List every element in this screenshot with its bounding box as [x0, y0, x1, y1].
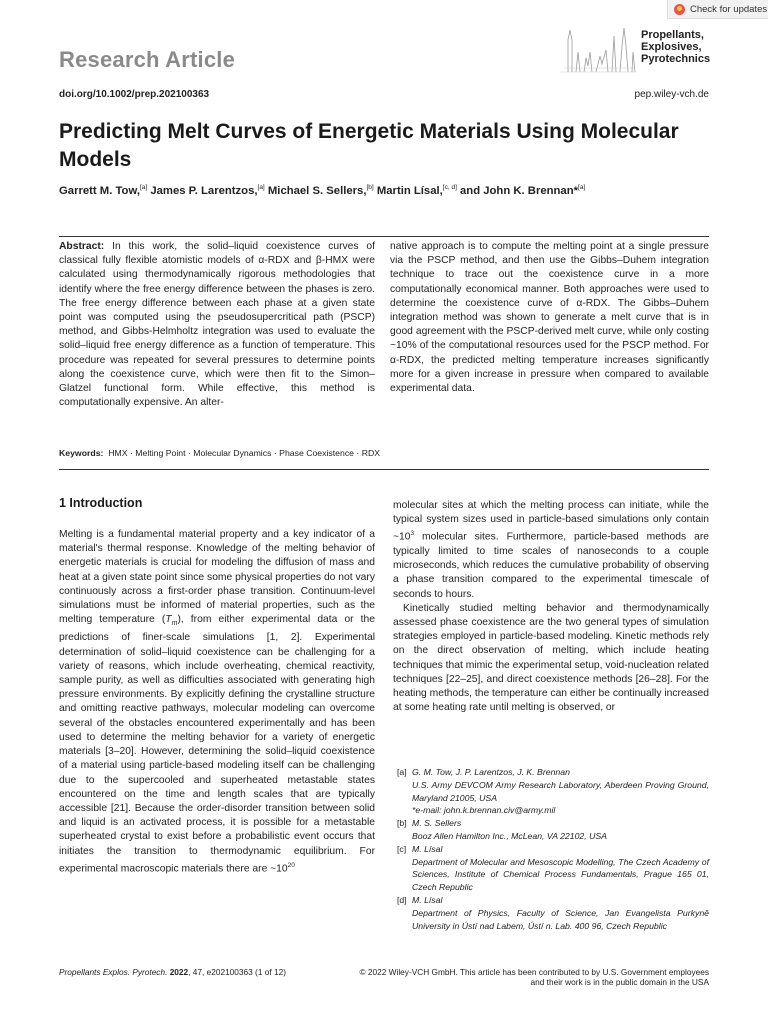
affiliation-line: M. Lísal — [412, 843, 443, 854]
affiliation-line: Booz Allen Hamilton Inc., McLean, VA 22102, USA — [412, 830, 607, 841]
abstract-text: In this work, the solid–liquid coexistence curves of classical fully flexible atomistic models of α-RDX and β-HMX were calculated using thermodynamically rigorous methodologies that identify where the free energy difference between the phases is zero. The free energy difference between each phase at a given state point was computed using the pseudosupercritical path (PSCP) method, and Gibbs-Helmholtz integration was used to evaluate the solid–liquid free energy difference as a function of temperature. This procedure was repeated for several pressures to determine points along the coexistence curve, which were then fit to the Simon–Glatzel functional form. While effective, this method is computationally expensive. An alter- — [59, 241, 375, 409]
check-for-updates-button[interactable] — [667, 0, 768, 19]
abstract-right-column — [390, 240, 709, 396]
affiliation-tag: [b] — [397, 818, 407, 829]
footer-year: 2022 — [169, 967, 189, 977]
body-paragraph: Kinetically studied melting behavior and thermodynamically assessed phase coexistence are the two general types of simulation strategies employed in particle-based modeling. Kinetic methods rely on the direct observation of melting, which include heating techniques that mimic the experimental setup, void-nucleation related techniques [22–25], and direct coexistence methods [26–28]. For the heating methods, the temperature can either be continually increased at some heating rate until melting is observed, or — [393, 602, 709, 714]
body-text: 20 — [287, 861, 295, 869]
affiliation-entry — [397, 894, 709, 932]
affiliation-entry — [397, 817, 709, 843]
journal-name-line: Propellants, — [641, 29, 704, 41]
section-heading: 1 Introduction — [59, 496, 143, 510]
footer-journal: Propellants Explos. Pyrotech. — [59, 967, 168, 977]
abstract-left-column — [59, 240, 375, 410]
author-list — [59, 184, 719, 197]
abstract-label: Abstract: — [59, 241, 105, 252]
affiliation-tag: [a] — [397, 767, 407, 777]
body-text: m — [171, 620, 178, 628]
copyright-line: and their work is in the public domain in the USA — [530, 977, 709, 988]
abstract-text-continued: native approach is to compute the melting point at a single pressure via the PSCP method, and then use the Gibbs–Duhem integration technique to trace out the coexistence curve in a more computationally economical manner. Both approaches were used to determine the coexistence curve of α-RDX. The Gibbs–Duhem integration method was shown to generate a melt curve that is in good agreement with the PSCP-derived melt curve, while only costing ~10% of the computational resources used for the PSCP method. For α-RDX, the predicted melting temperature increases significantly more for a given increase in pressure when compared to available experimental data. — [390, 241, 709, 395]
author-affiliation: [b] — [366, 184, 374, 191]
crossmark-icon — [674, 4, 685, 15]
body-text: ), from either experimental data or the predictions of finer-scale simulations [1, 2]. Experimental determination of solid–liquid coexistence can be challenging for a variety of reasons, which include overheating, chemical reactivity, sample purity, as well as difficulties associated with generating high pressure environments. By explicitly defining the crystalline structure and omitting reactive pathways, molecular modeling can overcome several of the obstacles encountered experimentally and has been used to determine the melting behavior for a variety of energetic materials [3–20]. However, determining the solid–liquid coexistence of a material using particle-based modeling itself can be challenging due to the supercooled and superheated metastable states encountered on the time and length scales that are typically accessible [21]. Because the order-disorder transition between solid and liquid is an activated process, it is possible for a metastable superheated crystal to exist before a probabilistic event occurs that initiates the transition to thermodynamic equilibrium. For experimental macroscopic materials there are ~10 — [59, 614, 375, 875]
journal-name-line: Pyrotechnics — [641, 53, 711, 65]
intro-left-column — [59, 528, 375, 876]
footer-volume: , 47, e202100363 (1 of 12) — [188, 967, 286, 977]
body-text: molecular sites. Furthermore, particle-based methods are typically limited to time scales of nanoseconds to a couple microseconds, which reduces the cumulative probability of observing a phase transition compared to the experimental timescale of seconds to hours. — [393, 531, 709, 600]
journal-name-line: Explosives, — [641, 41, 702, 53]
affiliations — [397, 766, 709, 932]
affiliation-line: M. Lísal — [412, 894, 443, 905]
affiliation-entry — [397, 843, 709, 894]
copyright-line: © 2022 Wiley-VCH GmbH. This article has been contributed to by U.S. Government employees — [359, 967, 709, 977]
keywords-list: HMX · Melting Point · Molecular Dynamics · Phase Coexistence · RDX — [108, 448, 381, 458]
body-text: 3 — [410, 530, 415, 538]
author-name: Michael S. Sellers, — [264, 184, 367, 197]
affiliation-line: Department of Molecular and Mesoscopic Modelling, The Czech Academy of Sciences, Institute of Chemical Process Fundamentals, Prague 165 01, Czech Republic — [412, 856, 709, 893]
intro-right-column — [393, 499, 709, 715]
author-name: James P. Larentzos, — [147, 184, 258, 197]
author-affiliation: [c, d] — [442, 184, 457, 191]
body-text: T — [165, 614, 172, 626]
check-for-updates-label: Check for updates — [690, 3, 768, 15]
affiliation-line: M. S. Sellers — [412, 818, 462, 829]
affiliation-line: G. M. Tow, J. P. Larentzos, J. K. Brennan — [412, 767, 570, 777]
footer-citation — [59, 967, 286, 977]
doi-link[interactable]: doi.org/10.1002/prep.202100363 — [59, 89, 210, 100]
author-name: Garrett M. Tow, — [59, 184, 140, 197]
affiliation-email[interactable]: *e-mail: john.k.brennan.civ@army.mil — [412, 805, 556, 816]
abstract-bottom-rule — [59, 469, 709, 470]
body-text: Melting is a fundamental material property and a key indicator of a material's thermal response. Knowledge of the melting behavior of energetic materials is crucial for modeling the diffusion of mass and heat at a given state point since some physical properties do not vary continuously across a first-order phase transition. Continuum-level simulations must be informed of material properties, such as the melting temperature ( — [59, 529, 375, 626]
affiliation-line: Department of Physics, Faculty of Science, Jan Evangelista Purkyně University in Ústí nad Labem, Ústí n. Lab. 400 96, Czech Republic — [412, 907, 709, 931]
author-name: and John K. Brennan* — [456, 184, 579, 197]
abstract-top-rule — [59, 236, 709, 237]
article-type-label: Research Article — [59, 47, 236, 72]
keywords — [59, 448, 380, 458]
author-affiliation: [a] — [578, 184, 586, 191]
journal-site-link[interactable]: pep.wiley-vch.de — [634, 89, 709, 100]
article-title: Predicting Melt Curves of Energetic Materials Using Molecular Models — [59, 120, 679, 171]
journal-name — [641, 29, 710, 65]
footer-copyright — [320, 967, 709, 988]
affiliation-tag: [d] — [397, 894, 407, 905]
affiliation-entry — [397, 766, 709, 817]
body-text: molecular sites at which the melting process can initiate, while the typical system sizes used in particle-based simulations only contain ~10 — [393, 500, 709, 543]
affiliation-tag: [c] — [397, 843, 407, 854]
author-affiliation: [a] — [257, 184, 265, 191]
author-affiliation: [a] — [139, 184, 148, 191]
author-name: Martin Lísal, — [373, 184, 443, 197]
keywords-label: Keywords: — [59, 448, 104, 458]
affiliation-line: U.S. Army DEVCOM Army Research Laboratory, Aberdeen Proving Ground, Maryland 21005, USA — [412, 779, 709, 803]
